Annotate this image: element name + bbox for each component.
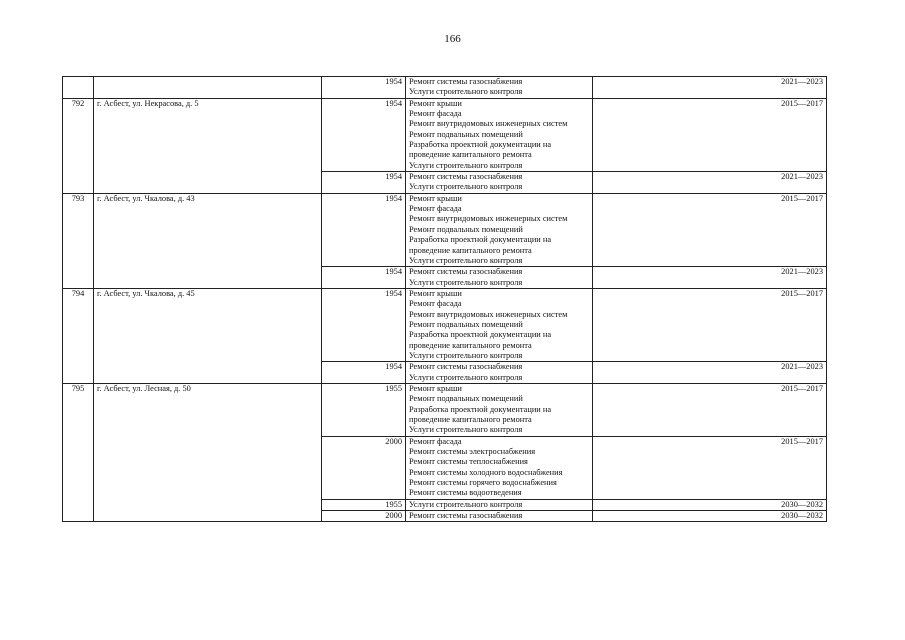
work-item: Ремонт фасада bbox=[409, 436, 462, 446]
year-cell: 1954 bbox=[322, 193, 406, 266]
works-cell bbox=[406, 436, 593, 499]
row-number-cell: 795 bbox=[63, 383, 94, 521]
work-item: Ремонт системы газоснабжения bbox=[409, 267, 523, 277]
work-item: проведение капитального ремонта bbox=[409, 245, 532, 255]
page-number: 166 bbox=[444, 33, 461, 45]
work-item: Ремонт системы газоснабжения bbox=[409, 172, 523, 182]
work-item: Услуги строительного контроля bbox=[409, 277, 523, 287]
work-item: Ремонт подвальных помещений bbox=[409, 224, 523, 234]
period-cell: 2021—2023 bbox=[593, 362, 827, 384]
period-cell: 2015—2017 bbox=[593, 383, 827, 436]
period-cell: 2030—2032 bbox=[593, 499, 827, 510]
work-item: Ремонт системы газоснабжения bbox=[409, 77, 523, 86]
period-cell: 2021—2023 bbox=[593, 267, 827, 289]
year-cell: 1954 bbox=[322, 77, 406, 99]
period-cell: 2015—2017 bbox=[593, 193, 827, 266]
repair-plan-table bbox=[62, 76, 827, 522]
work-item: Ремонт подвальных помещений bbox=[409, 319, 523, 329]
row-number-cell: 793 bbox=[63, 193, 94, 288]
work-item: Ремонт фасада bbox=[409, 109, 462, 119]
work-item: Ремонт внутридомовых инженерных систем bbox=[409, 119, 568, 129]
work-item: Ремонт фасада bbox=[409, 299, 462, 309]
work-item: Разработка проектной документации на bbox=[409, 140, 552, 150]
table-row bbox=[63, 77, 827, 99]
works-cell bbox=[406, 499, 593, 510]
work-item: Ремонт системы газоснабжения bbox=[409, 362, 523, 372]
works-cell bbox=[406, 383, 593, 436]
work-item: Ремонт системы газоснабжения bbox=[409, 511, 523, 521]
work-item: Ремонт крыши bbox=[409, 383, 462, 393]
works-cell bbox=[406, 511, 593, 522]
table-row bbox=[63, 288, 827, 361]
works-cell bbox=[406, 98, 593, 171]
work-item: проведение капитального ремонта bbox=[409, 150, 532, 160]
year-cell: 1955 bbox=[322, 383, 406, 436]
work-item: Услуги строительного контроля bbox=[409, 182, 523, 192]
work-item: Разработка проектной документации на bbox=[409, 330, 552, 340]
year-cell: 1954 bbox=[322, 362, 406, 384]
year-cell: 1955 bbox=[322, 499, 406, 510]
table-row bbox=[63, 98, 827, 171]
work-item: Ремонт фасада bbox=[409, 204, 462, 214]
address-cell bbox=[94, 77, 322, 99]
work-item: Разработка проектной документации на bbox=[409, 235, 552, 245]
repair-plan-body bbox=[63, 77, 827, 522]
work-item: Услуги строительного контроля bbox=[409, 372, 523, 382]
table-row bbox=[63, 193, 827, 266]
year-cell: 1954 bbox=[322, 98, 406, 171]
year-cell: 2000 bbox=[322, 436, 406, 499]
address-cell: г. Асбест, ул. Чкалова, д. 45 bbox=[94, 288, 322, 383]
address-cell: г. Асбест, ул. Чкалова, д. 43 bbox=[94, 193, 322, 288]
period-cell: 2015—2017 bbox=[593, 98, 827, 171]
works-cell bbox=[406, 267, 593, 289]
work-item: Услуги строительного контроля bbox=[409, 160, 523, 170]
work-item: Услуги строительного контроля bbox=[409, 87, 523, 97]
work-item: Ремонт системы горячего водоснабжения bbox=[409, 478, 557, 488]
work-item: Ремонт системы электроснабжения bbox=[409, 447, 536, 457]
work-item: Разработка проектной документации на bbox=[409, 404, 552, 414]
year-cell: 1954 bbox=[322, 172, 406, 194]
work-item: Услуги строительного контроля bbox=[409, 425, 523, 435]
work-item: Ремонт подвальных помещений bbox=[409, 394, 523, 404]
works-cell bbox=[406, 172, 593, 194]
work-item: Услуги строительного контроля bbox=[409, 255, 523, 265]
address-cell: г. Асбест, ул. Лесная, д. 50 bbox=[94, 383, 322, 521]
work-item: Ремонт внутридомовых инженерных систем bbox=[409, 214, 568, 224]
period-cell: 2015—2017 bbox=[593, 436, 827, 499]
work-item: Ремонт внутридомовых инженерных систем bbox=[409, 309, 568, 319]
works-cell bbox=[406, 77, 593, 99]
year-cell: 1954 bbox=[322, 288, 406, 361]
address-cell: г. Асбест, ул. Некрасова, д. 5 bbox=[94, 98, 322, 193]
work-item: проведение капитального ремонта bbox=[409, 415, 532, 424]
work-item: Услуги строительного контроля bbox=[409, 350, 523, 360]
works-cell bbox=[406, 193, 593, 266]
work-item: Ремонт системы холодного водоснабжения bbox=[409, 467, 563, 477]
work-item: Ремонт крыши bbox=[409, 288, 462, 298]
work-item: Ремонт крыши bbox=[409, 98, 462, 108]
year-cell: 2000 bbox=[322, 511, 406, 522]
work-item: Ремонт подвальных помещений bbox=[409, 129, 523, 139]
work-item: Услуги строительного контроля bbox=[409, 499, 523, 509]
work-item: Ремонт крыши bbox=[409, 193, 462, 203]
work-item: Ремонт системы водоотведения bbox=[409, 488, 522, 498]
row-number-cell: 792 bbox=[63, 98, 94, 193]
works-cell bbox=[406, 362, 593, 384]
row-number-cell bbox=[63, 77, 94, 99]
year-cell: 1954 bbox=[322, 267, 406, 289]
works-cell bbox=[406, 288, 593, 361]
period-cell: 2021—2023 bbox=[593, 77, 827, 99]
work-item: Ремонт системы теплоснабжения bbox=[409, 457, 528, 467]
table-row bbox=[63, 383, 827, 436]
row-number-cell: 794 bbox=[63, 288, 94, 383]
work-item: проведение капитального ремонта bbox=[409, 340, 532, 350]
period-cell: 2030—2032 bbox=[593, 511, 827, 522]
period-cell: 2015—2017 bbox=[593, 288, 827, 361]
period-cell: 2021—2023 bbox=[593, 172, 827, 194]
